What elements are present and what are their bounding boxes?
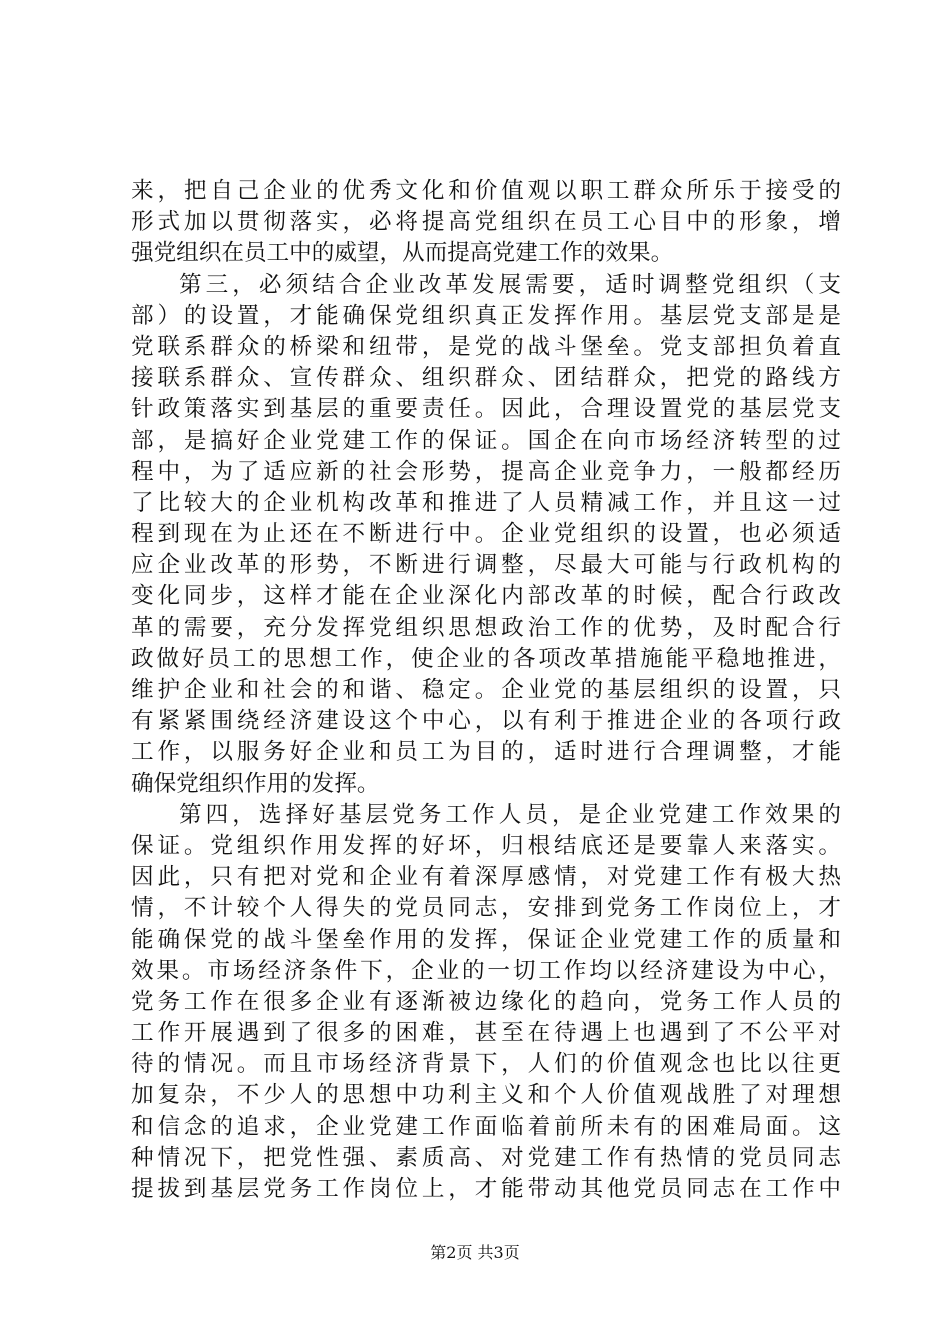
text-line: 第四，选择好基层党务工作人员，是企业党建工作效果的 <box>179 801 841 828</box>
text-line: 维护企业和社会的和谐、稳定。企业党的基层组织的设置，只 <box>131 677 841 703</box>
text-line: 和信念的追求，企业党建工作面临着前所未有的困难局面。这 <box>131 1113 841 1140</box>
text-line: 加复杂，不少人的思想中功利主义和个人价值观战胜了对理想 <box>131 1082 841 1109</box>
text-line: 了比较大的企业机构改革和推进了人员精减工作，并且这一过 <box>131 489 841 516</box>
text-line: 程中，为了适应新的社会形势，提高企业竞争力，一般都经历 <box>131 458 841 485</box>
text-line: 工作开展遇到了很多的困难，甚至在待遇上也遇到了不公平对 <box>131 1020 841 1047</box>
text-line: 因此，只有把对党和企业有着深厚感情，对党建工作有极大热 <box>131 864 841 891</box>
text-line: 第三，必须结合企业改革发展需要，适时调整党组织（支 <box>179 271 841 298</box>
text-line: 待的情况。而且市场经济背景下，人们的价值观念也比以往更 <box>131 1051 841 1078</box>
body-text <box>131 176 841 1205</box>
text-line: 形式加以贯彻落实，必将提高党组织在员工心目中的形象，增 <box>131 209 841 236</box>
text-line: 强党组织在员工中的威望，从而提高党建工作的效果。 <box>131 240 674 267</box>
text-line: 接联系群众、宣传群众、组织群众、团结群众，把党的路线方 <box>131 365 841 392</box>
text-line: 程到现在为止还在不断进行中。企业党组织的设置，也必须适 <box>131 521 841 548</box>
text-line: 提拔到基层党务工作岗位上，才能带动其他党员同志在工作中 <box>131 1176 841 1202</box>
text-line: 保证。党组织作用发挥的好坏，归根结底还是要靠人来落实。 <box>131 832 841 859</box>
text-line: 变化同步，这样才能在企业深化内部改革的时候，配合行政改 <box>131 583 841 610</box>
text-line: 工作，以服务好企业和员工为目的，适时进行合理调整，才能 <box>131 739 841 766</box>
text-line: 针政策落实到基层的重要责任。因此，合理设置党的基层党支 <box>131 396 841 423</box>
text-line: 政做好员工的思想工作，使企业的各项改革措施能平稳地推进， <box>131 645 841 672</box>
text-line: 党务工作在很多企业有逐渐被边缘化的趋向，党务工作人员的 <box>131 988 841 1015</box>
text-line: 情，不计较个人得失的党员同志，安排到党务工作岗位上，才 <box>131 895 841 922</box>
text-line: 应企业改革的形势，不断进行调整，尽最大可能与行政机构的 <box>131 552 841 579</box>
text-line: 部，是搞好企业党建工作的保证。国企在向市场经济转型的过 <box>131 427 841 454</box>
text-line: 来，把自己企业的优秀文化和价值观以职工群众所乐于接受的 <box>131 178 841 204</box>
text-line: 能确保党的战斗堡垒作用的发挥，保证企业党建工作的质量和 <box>131 926 841 953</box>
text-line: 确保党组织作用的发挥。 <box>131 770 380 797</box>
text-line: 有紧紧围绕经济建设这个中心，以有利于推进企业的各项行政 <box>131 708 841 735</box>
text-line: 效果。市场经济条件下，企业的一切工作均以经济建设为中心， <box>131 957 841 984</box>
text-line: 革的需要，充分发挥党组织思想政治工作的优势，及时配合行 <box>131 614 841 641</box>
text-line: 部）的设置，才能确保党组织真正发挥作用。基层党支部是是 <box>131 302 841 329</box>
text-line: 种情况下，把党性强、素质高、对党建工作有热情的党员同志 <box>131 1144 841 1171</box>
text-line: 党联系群众的桥梁和纽带，是党的战斗堡垒。党支部担负着直 <box>131 333 841 360</box>
page-footer: 第2页 共3页 <box>430 1243 520 1262</box>
